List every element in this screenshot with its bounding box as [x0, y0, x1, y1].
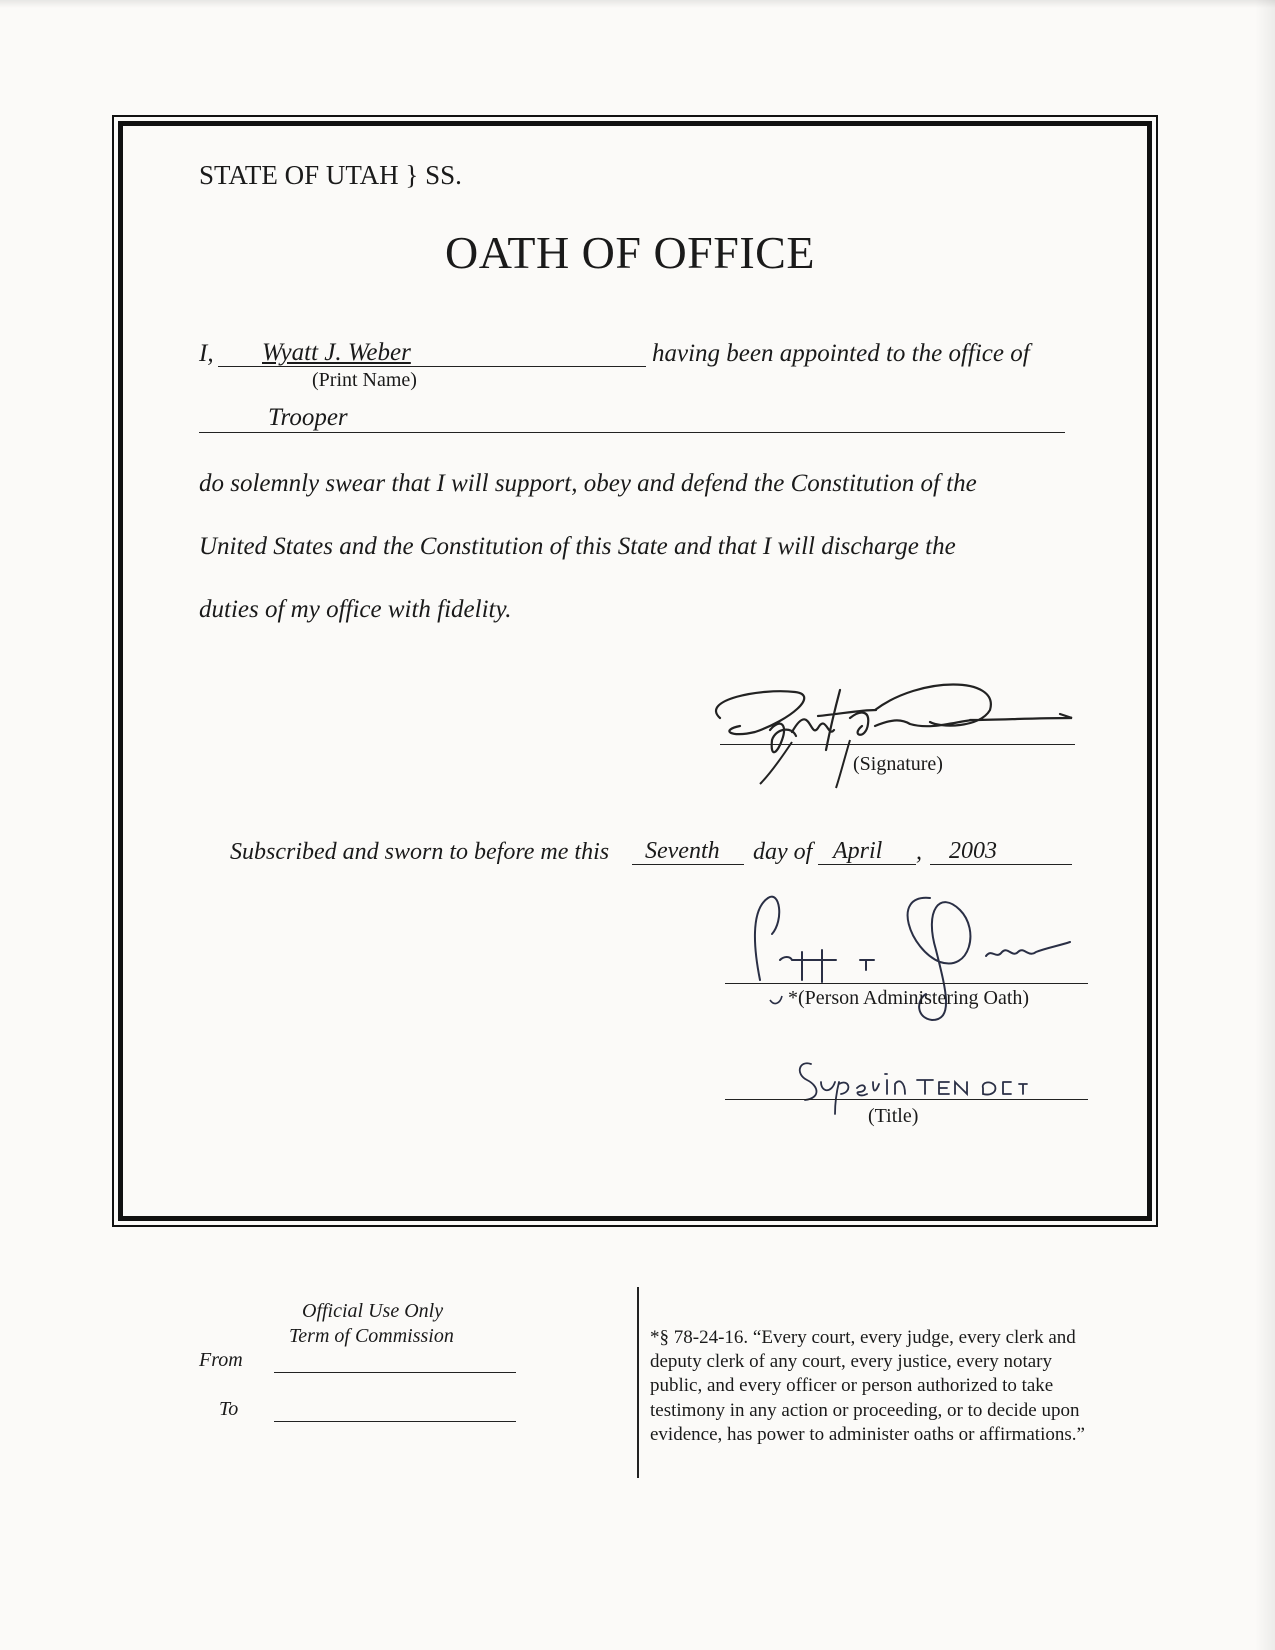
state-line: STATE OF UTAH } SS.	[199, 160, 462, 190]
sworn-day-value: Seventh	[645, 838, 720, 864]
to-line	[274, 1421, 516, 1422]
from-line	[274, 1372, 516, 1373]
signature-caption: (Signature)	[853, 753, 943, 775]
statute-line-1: *§ 78-24-16. “Every court, every judge, every clerk and	[650, 1327, 1076, 1348]
oath-lead: I,	[199, 340, 214, 367]
title-line	[725, 1099, 1088, 1100]
print-name-caption: (Print Name)	[312, 369, 417, 391]
term-of-commission-heading: Term of Commission	[289, 1325, 454, 1347]
office-value: Trooper	[268, 404, 348, 431]
scan-top-shadow	[0, 0, 1275, 8]
administrator-line	[725, 983, 1088, 984]
document-title: OATH OF OFFICE	[445, 227, 815, 278]
sworn-comma: ,	[916, 839, 922, 865]
appointed-text: having been appointed to the office of	[652, 340, 1030, 367]
from-label: From	[199, 1349, 243, 1371]
sworn-year-value: 2003	[949, 838, 997, 864]
administrator-caption: *(Person Administering Oath)	[788, 987, 1030, 1009]
statute-line-5: evidence, has power to administer oaths or affirmations.”	[650, 1424, 1085, 1445]
signature-line	[720, 744, 1075, 745]
sworn-day-of: day of	[753, 839, 813, 865]
sworn-prefix: Subscribed and sworn to before me this	[230, 839, 610, 865]
oath-body-line-1: do solemnly swear that I will support, obey and defend the Constitution of the	[199, 470, 977, 497]
to-label: To	[219, 1398, 239, 1420]
title-caption: (Title)	[868, 1105, 919, 1127]
statute-line-3: public, and every officer or person authorized to take	[650, 1375, 1054, 1396]
footer-divider	[637, 1287, 639, 1478]
statute-line-2: deputy clerk of any court, every justice, every notary	[650, 1351, 1053, 1372]
oath-body-line-3: duties of my office with fidelity.	[199, 596, 512, 623]
oath-body-line-2: United States and the Constitution of this State and that I will discharge the	[199, 533, 956, 560]
official-use-heading: Official Use Only	[302, 1300, 444, 1322]
statute-line-4: testimony in any action or proceeding, or to decide upon	[650, 1400, 1080, 1421]
print-name-value: Wyatt J. Weber	[262, 339, 411, 366]
office-line	[199, 432, 1065, 433]
scan-edge-shadow	[1255, 0, 1275, 1650]
sworn-month-value: April	[833, 838, 883, 864]
